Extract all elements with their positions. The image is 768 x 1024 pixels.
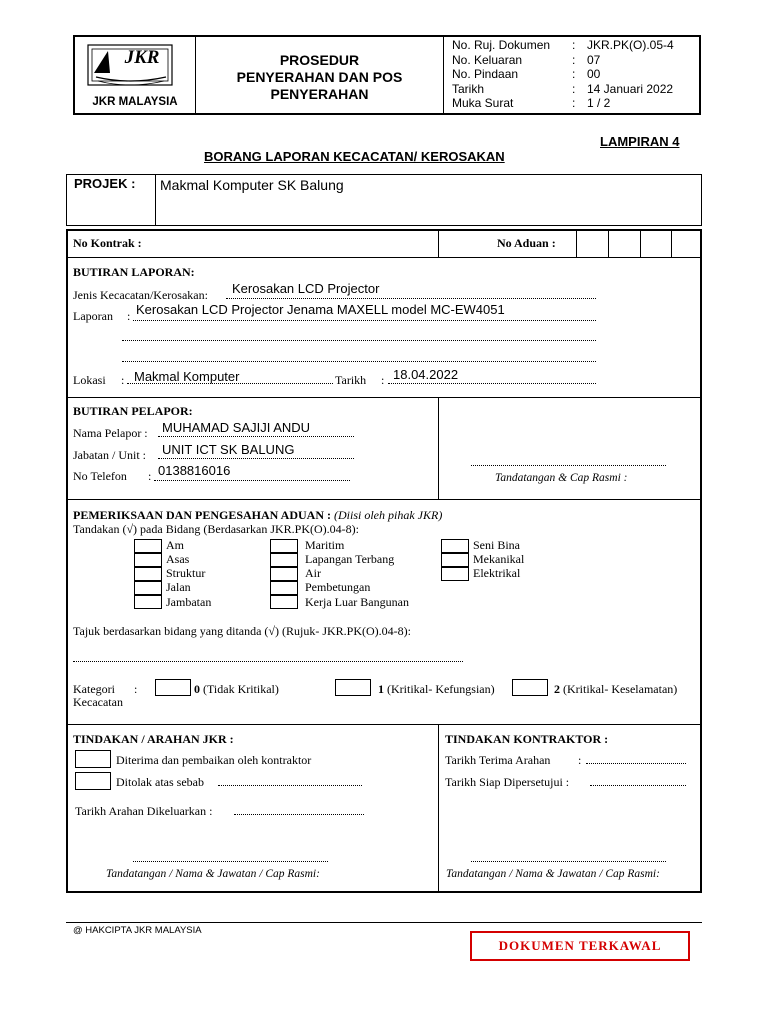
meta-label: Tarikh [452,81,485,96]
kategori-1-checkbox[interactable] [335,679,371,696]
telefon-colon: : [148,469,152,483]
lokasi-colon: : [121,373,125,387]
kategori-2-text: (Kritikal- Keselamatan) [563,682,678,696]
document-title [196,52,443,103]
laporan-line [133,320,596,321]
footer-rule [66,922,702,923]
aduan-cell-divider [608,230,609,257]
jenis-label: Jenis Kecacatan/Kerosakan: [73,288,208,302]
kategori-colon: : [134,682,138,696]
meta-colon: : [572,81,576,96]
bidang-label: Mekanikal [473,552,525,566]
meta-value: 07 [587,52,601,67]
jenis-line [226,298,596,299]
row-divider [66,499,702,500]
bidang-checkbox[interactable] [270,553,298,567]
aduan-cell-divider [671,230,672,257]
bidang-checkbox[interactable] [134,553,162,567]
bidang-instruction: Tandakan (√) pada Bidang (Berdasarkan JKR.PK(O).04-8): [73,522,359,536]
kontraktor-signature-caption: Tandatangan / Nama & Jawatan / Cap Rasmi: [446,868,660,880]
tarikh-siap-line [590,785,686,786]
butiran-laporan-heading: BUTIRAN LAPORAN: [73,265,195,279]
tarikh-terima-colon: : [578,753,582,767]
bidang-label: Maritim [305,538,345,552]
nama-value[interactable]: MUHAMAD SAJIJI ANDU [162,420,311,435]
tindakan-kontraktor-heading: TINDAKAN KONTRAKTOR : [445,732,609,746]
bidang-checkbox[interactable] [134,539,162,553]
pemeriksaan-title: PEMERIKSAAN DAN PENGESAHAN ADUAN : [73,508,332,522]
tindakan-jkr-heading: TINDAKAN / ARAHAN JKR : [73,732,234,746]
tarikh-arahan-line [234,814,364,815]
kontraktor-signature-line [471,861,666,862]
title-line-1: PROSEDUR [279,52,360,68]
meta-colon: : [572,67,576,81]
lokasi-value[interactable]: Makmal Komputer [134,369,240,384]
bidang-label: Jambatan [166,595,212,609]
bidang-checkbox[interactable] [441,567,469,581]
bidang-checkbox[interactable] [134,595,162,609]
laporan-line [122,361,596,362]
meta-label: Muka Surat [452,96,514,110]
kategori-1-number: 1 [378,682,384,696]
projek-divider [155,174,156,226]
bidang-checkbox[interactable] [270,567,298,581]
bidang-label: Jalan [166,580,191,594]
jabatan-label: Jabatan / Unit : [73,448,146,462]
jabatan-line [158,458,354,459]
ditolak-line [218,785,362,786]
aduan-cell-divider [576,230,577,257]
bidang-label: Kerja Luar Bangunan [305,595,409,609]
no-aduan-label: No Aduan : [497,236,556,250]
meta-label: No. Pindaan [452,67,519,81]
nama-line [158,436,354,437]
tarikh-terima-line [586,763,686,764]
bidang-checkbox[interactable] [270,595,298,609]
tarikh-colon: : [381,373,385,387]
meta-colon: : [572,38,576,52]
ditolak-checkbox[interactable] [75,772,111,790]
laporan-value[interactable]: Kerosakan LCD Projector Jenama MAXELL model MC-EW4051 [136,302,505,317]
kategori-2-label [554,682,677,697]
kategori-0-number: 0 [194,682,200,696]
kategori-0-label [194,682,279,697]
org-name: JKR MALAYSIA [92,96,178,108]
bidang-checkbox[interactable] [134,581,162,595]
diterima-label: Diterima dan pembaikan oleh kontraktor [116,753,312,767]
row-divider [66,397,702,398]
bidang-checkbox[interactable] [441,539,469,553]
kategori-label: Kategori [73,682,115,696]
jkr-signature-line [133,861,328,862]
stamp-text: DOKUMEN TERKAWAL [498,938,662,953]
telefon-label: No Telefon [73,469,127,483]
tarikh-siap-label: Tarikh Siap Dipersetujui : [445,775,570,789]
meta-value: 1 / 2 [587,96,611,110]
pemeriksaan-heading [73,508,442,523]
laporan-label: Laporan [73,309,113,323]
tarikh-value[interactable]: 18.04.2022 [393,367,459,382]
bidang-checkbox[interactable] [441,553,469,567]
no-kontrak-label: No Kontrak : [73,236,142,250]
kategori-2-checkbox[interactable] [512,679,548,696]
row-divider [66,724,702,725]
kategori-0-checkbox[interactable] [155,679,191,696]
nama-label: Nama Pelapor : [73,426,148,440]
telefon-line [154,480,350,481]
kategori-1-text: (Kritikal- Kefungsian) [387,682,495,696]
telefon-value[interactable]: 0138816016 [158,463,231,478]
kategori-1-label [378,682,495,697]
lampiran-label: LAMPIRAN 4 [600,134,680,149]
lokasi-label: Lokasi [73,373,106,387]
kategori-0-text: (Tidak Kritikal) [203,682,279,696]
title-line-3: PENYERAHAN [270,86,369,102]
pemeriksaan-note: (Diisi oleh pihak JKR) [334,508,443,522]
laporan-line [122,340,596,341]
form-title: BORANG LAPORAN KECACATAN/ KEROSAKAN [204,149,505,164]
tajuk-label: Tajuk berdasarkan bidang yang ditanda (√) (Rujuk- JKR.PK(O).04-8): [73,624,411,638]
meta-value: 00 [587,67,601,81]
tarikh-label: Tarikh [335,373,367,387]
jkr-signature-caption: Tandatangan / Nama & Jawatan / Cap Rasmi: [106,868,320,880]
pelapor-signature-caption: Tandatangan & Cap Rasmi : [495,472,628,484]
logo-text: JKR [124,47,160,68]
diterima-checkbox[interactable] [75,750,111,768]
header-divider-2 [443,35,444,115]
jenis-value[interactable]: Kerosakan LCD Projector [232,281,380,296]
bidang-label: Am [166,538,184,552]
projek-value[interactable]: Makmal Komputer SK Balung [160,177,344,193]
meta-colon: : [572,96,576,110]
meta-label: No. Ruj. Dokumen [452,38,551,52]
kontrak-divider [438,230,439,257]
dokumen-terkawal-stamp [470,931,690,961]
document-meta [452,38,697,111]
row-divider [66,257,702,258]
tajuk-line [73,661,463,662]
pelapor-signature-line [471,465,666,466]
tarikh-line [388,383,596,384]
laporan-colon: : [127,309,131,323]
bidang-label: Seni Bina [473,538,520,552]
bidang-label: Elektrikal [473,566,521,580]
projek-label: PROJEK : [74,176,136,191]
tarikh-arahan-label: Tarikh Arahan Dikeluarkan : [75,804,213,818]
copyright-text: @ HAKCIPTA JKR MALAYSIA [73,925,202,936]
pelapor-divider [438,397,439,499]
bidang-label: Struktur [166,566,206,580]
kategori-2-number: 2 [554,682,560,696]
jabatan-value[interactable]: UNIT ICT SK BALUNG [162,442,295,457]
bidang-checkbox[interactable] [134,567,162,581]
meta-value: JKR.PK(O).05-4 [587,38,674,52]
meta-value: 14 Januari 2022 [587,81,674,96]
meta-colon: : [572,52,576,67]
title-line-2: PENYERAHAN DAN POS [236,69,403,85]
bidang-checkbox[interactable] [270,539,298,553]
aduan-cell-divider [640,230,641,257]
bidang-label: Air [305,566,321,580]
kategori-label-2: Kecacatan [73,695,123,709]
meta-label: No. Keluaran [452,52,523,67]
bidang-label: Lapangan Terbang [305,552,395,566]
bidang-label: Asas [166,552,190,566]
bidang-label: Pembetungan [305,580,371,594]
bidang-checkbox[interactable] [270,581,298,595]
tindakan-divider [438,724,439,892]
butiran-pelapor-heading: BUTIRAN PELAPOR: [73,404,193,418]
ditolak-label: Ditolak atas sebab [116,775,204,789]
tarikh-terima-label: Tarikh Terima Arahan [445,753,551,767]
